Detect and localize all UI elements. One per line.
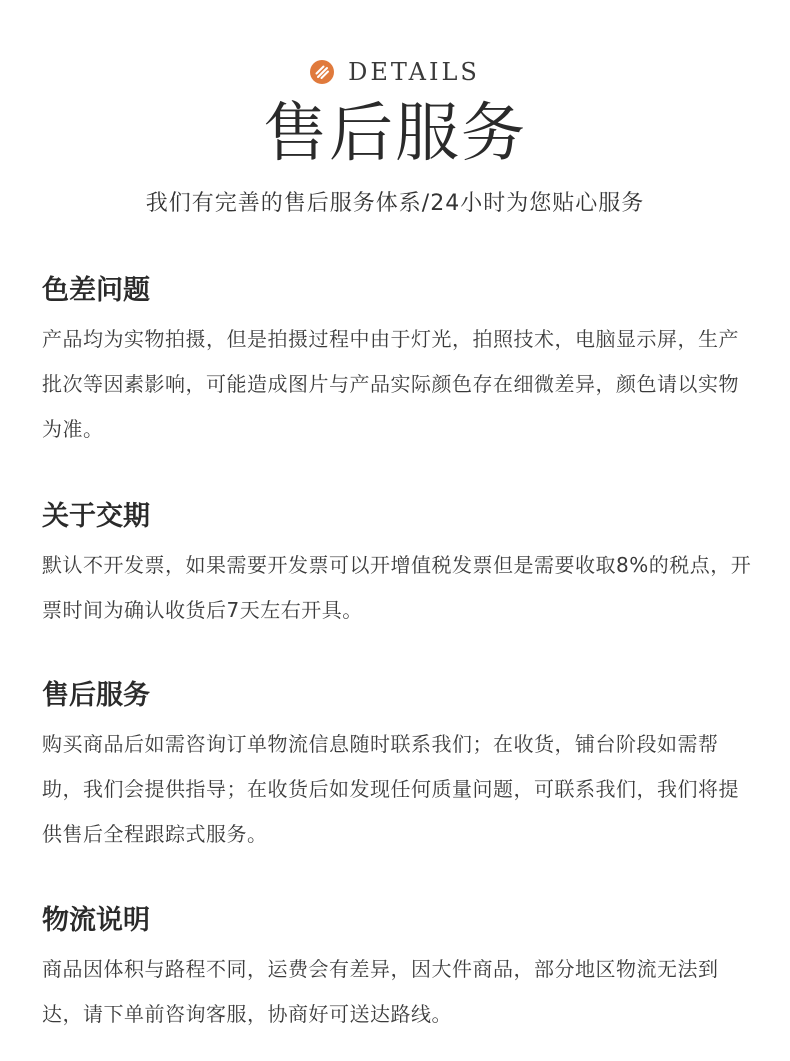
details-eyebrow bbox=[0, 56, 790, 88]
page-subtitle: 我们有完善的售后服务体系/24小时为您贴心服务 bbox=[145, 191, 645, 216]
section-heading: 售后服务 bbox=[42, 680, 150, 711]
section-body: 商品因体积与路程不同，运费会有差异，因大件商品，部分地区物流无法到达，请下单前咨询客服，协商好可送达路线。 bbox=[42, 957, 719, 1026]
section-delivery-time bbox=[42, 499, 754, 633]
section-heading: 物流说明 bbox=[42, 905, 150, 936]
page-title: 售后服务 bbox=[263, 97, 527, 171]
stripes-badge-icon bbox=[310, 60, 334, 84]
section-logistics bbox=[42, 903, 754, 1037]
section-body: 产品均为实物拍摄，但是拍摄过程中由于灯光，拍照技术，电脑显示屏，生产批次等因素影响，可能造成图片与产品实际颜色存在细微差异，颜色请以实物为准。 bbox=[42, 327, 739, 441]
section-color-difference bbox=[42, 273, 754, 452]
section-heading: 关于交期 bbox=[42, 501, 150, 532]
section-after-sales bbox=[42, 678, 754, 857]
section-heading: 色差问题 bbox=[42, 275, 150, 306]
section-body: 购买商品后如需咨询订单物流信息随时联系我们；在收货，铺台阶段如需帮助，我们会提供指导；在收货后如发现任何质量问题，可联系我们，我们将提供售后全程跟踪式服务。 bbox=[42, 732, 739, 846]
section-body: 默认不开发票，如果需要开发票可以开增值税发票但是需要收取8%的税点，开票时间为确认收货后7天左右开具。 bbox=[42, 553, 752, 622]
eyebrow-label: DETAILS bbox=[348, 58, 480, 86]
